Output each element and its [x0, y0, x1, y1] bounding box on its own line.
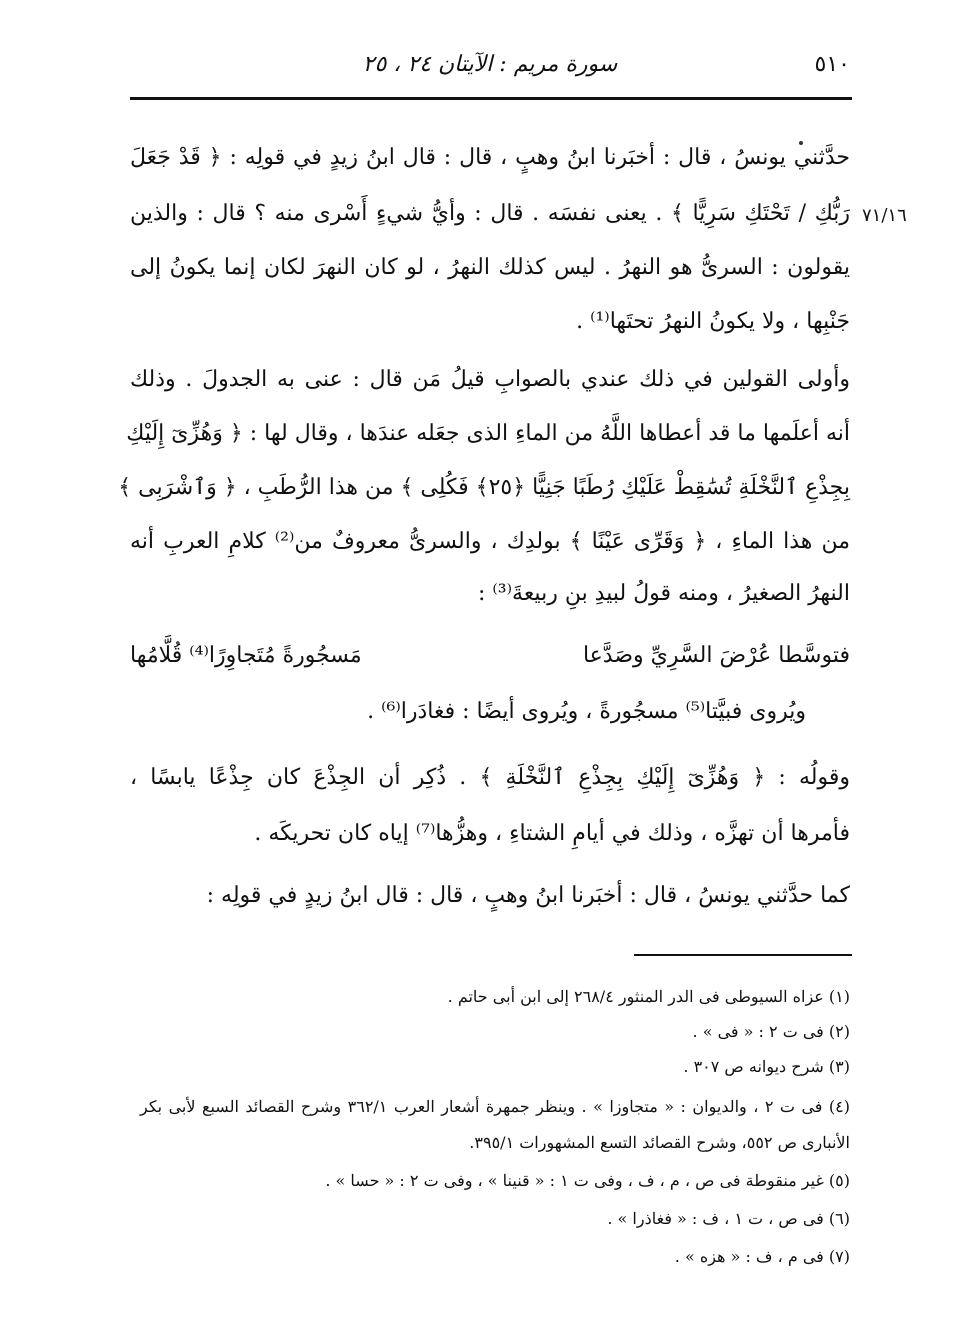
body-line: كما حدَّثني يونسُ ، قال : أخبَرنا ابنُ وهبٍ ، قال : قال ابنُ زيدٍ في قولِه :	[206, 883, 850, 908]
footnote: (٧) فى م ، ف : « هزه » .	[674, 1247, 850, 1266]
body-line: وأولى القولين في ذلك عندي بالصوابِ قيلُ مَن قال : عنى به الجدولَ . وذلك	[130, 367, 850, 392]
body-line: وقولُه : ﴿ وَهُزِّىٓ إِلَيْكِ بِجِذْعِ ٱلنَّخْلَةِ ﴾ . ذُكِر أن الجِذْعَ كان جِذْعًا يابسًا ،	[130, 765, 850, 790]
body-line: يقولون : السرىُّ هو النهرُ . ليس كذلك النهرُ ، لو كان النهرَ لكان إنما يكونُ إلى	[130, 255, 850, 280]
body-line: من هذا الماءِ ، ﴿ وَقَرِّى عَيْنًا ﴾ بولدِك ، والسرىُّ معروفٌ من⁽²⁾ كلامِ العربِ أنه	[130, 529, 850, 554]
body-line: فأمرها أن تهزَّه ، وذلك في أيامِ الشتاءِ ، وهزُّها⁽⁷⁾ إياه كان تحريكَه .	[254, 821, 850, 846]
footnote: (٢) فى ت ٢ : « فى » .	[692, 1022, 850, 1041]
footnote: (٣) شرح ديوانه ص ٣٠٧ .	[683, 1057, 850, 1076]
margin-reference: ٧١/١٦	[862, 205, 907, 226]
footnote: (٦) فى ص ، ت ١ ، ف : « فغاذرا » .	[607, 1209, 850, 1228]
body-line: بِجِذْعِ ٱلنَّخْلَةِ تُسَٰقِطْ عَلَيْكِ رُطَبًا جَنِيًّا ﴿٢٥﴾ فَكُلِى ﴾ من هذا الرُّطَبِ ، ﴿ وَٱشْرَبِى ﴾	[118, 475, 850, 500]
verse-hemistich-second: مَسجُورةً مُتَجاوِرًا⁽⁴⁾ قُلَّامُها	[130, 643, 362, 668]
footnote: (٤) فى ت ٢ ، والديوان : « متجاوزا » . وينظر جمهرة أشعار العرب ٣٦٢/١ وشرح القصائد السبع لأبى بكر	[140, 1097, 851, 1116]
footnote: (٥) غير منقوطة فى ص ، م ، ف ، وفى ت ١ : « قنينا » ، وفى ت ٢ : « حسا » .	[325, 1171, 850, 1190]
body-line: النهرُ الصغيرُ ، ومنه قولُ لبيدِ بنِ ربيعةَ⁽³⁾ :	[477, 581, 850, 606]
body-line: أنه أعلَمها ما قد أعطاها اللَّهُ من الماءِ الذى جعَله عندَها ، وقال لها : ﴿ وَهُزِّىٓ إِلَيْكِ	[126, 421, 850, 446]
verse-note: ويُروى فبيَّتا⁽⁵⁾ مسجُورةً ، ويُروى أيضًا : فغادَرا⁽⁶⁾ .	[367, 699, 806, 724]
running-title: سورة مريم : الآيتان ٢٤ ، ٢٥	[362, 52, 618, 77]
page-number: ٥١٠	[814, 52, 850, 77]
footnote-continuation: الأنبارى ص ٥٥٢، وشرح القصائد التسع المشهورات ٣٩٥/١.	[469, 1133, 850, 1152]
verse-hemistich-first: فتوسَّطا عُرْضَ السَّرِيِّ وصَدَّعا	[582, 643, 850, 668]
page-header	[130, 48, 850, 88]
header-rule	[130, 97, 852, 100]
body-line: حدَّثني يونسُ ، قال : أخبَرنا ابنُ وهبٍ ، قال : قال ابنُ زيدٍ في قولِه : ﴿ قَدْ جَعَلَ	[130, 145, 850, 170]
body-line: جَنْبِها ، ولا يكونُ النهرُ تحتَها⁽¹⁾ .	[576, 309, 850, 334]
footnote-rule	[634, 954, 852, 956]
body-line: رَبُّكِ / تَحْتَكِ سَرِيًّا ﴾ . يعنى نفسَه . قال : وأيُّ شيءٍ أَسْرى منه ؟ قال : والذين	[130, 201, 850, 226]
footnote: (١) عزاه السيوطى فى الدر المنثور ٢٦٨/٤ إلى ابن أبى حاتم .	[447, 987, 850, 1006]
poetry-verse	[130, 634, 850, 678]
